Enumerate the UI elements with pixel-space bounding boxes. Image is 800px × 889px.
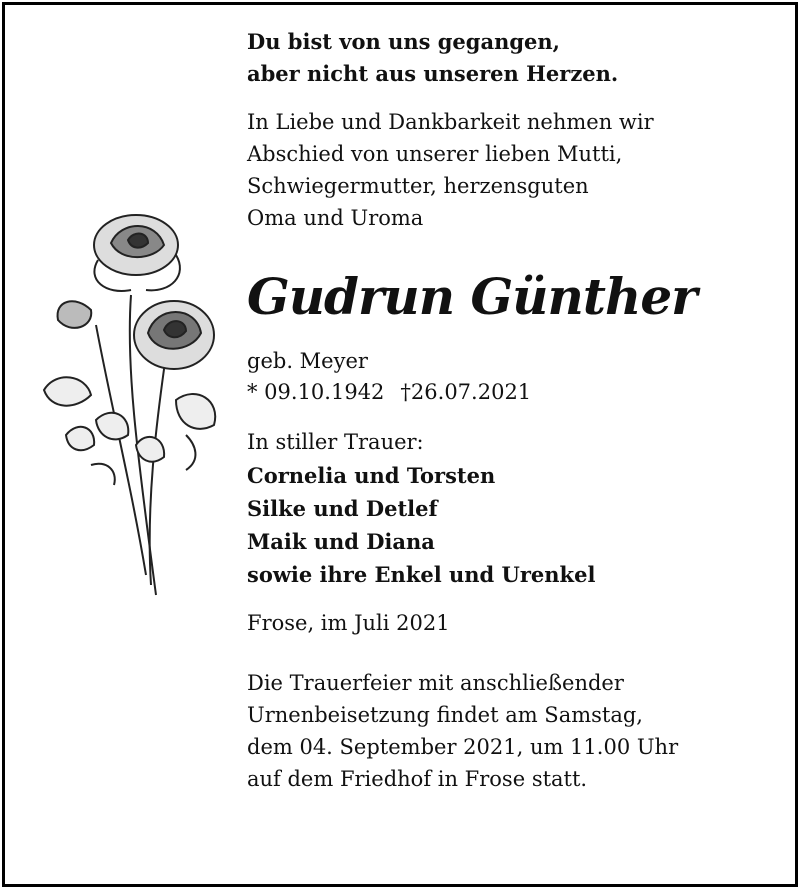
intro-text bbox=[247, 106, 767, 234]
deceased-name: Gudrun Günther bbox=[247, 267, 697, 326]
intro-line: In Liebe und Dankbarkeit nehmen wir bbox=[247, 110, 654, 134]
service-line: Urnenbeisetzung findet am Samstag, bbox=[247, 703, 643, 727]
mourners bbox=[247, 426, 767, 591]
intro-line: Schwiegermutter, herzensguten bbox=[247, 174, 589, 198]
service-line: auf dem Friedhof in Frose statt. bbox=[247, 767, 588, 791]
life-dates bbox=[247, 377, 767, 408]
maiden-name: geb. Meyer bbox=[247, 349, 368, 373]
mourners-heading: In stiller Trauer: bbox=[247, 430, 424, 454]
service-line: Die Trauerfeier mit anschließender bbox=[247, 671, 624, 695]
service-info bbox=[247, 667, 767, 795]
motto-line: Du bist von uns gegangen, bbox=[247, 29, 560, 54]
vitals bbox=[247, 346, 767, 408]
motto bbox=[247, 26, 767, 90]
mourner-name: Maik und Diana bbox=[247, 529, 435, 554]
birth-date: * 09.10.1942 bbox=[247, 380, 385, 404]
mourner-name: Cornelia und Torsten bbox=[247, 463, 496, 488]
place-date: Frose, im Juli 2021 bbox=[247, 611, 450, 635]
mourners-names bbox=[247, 459, 767, 591]
intro-line: Abschied von unserer lieben Mutti, bbox=[247, 142, 623, 166]
intro-line: Oma und Uroma bbox=[247, 206, 424, 230]
motto-line: aber nicht aus unseren Herzen. bbox=[247, 61, 619, 86]
obituary-text bbox=[247, 26, 767, 795]
mourner-name: sowie ihre Enkel und Urenkel bbox=[247, 562, 596, 587]
mourner-name: Silke und Detlef bbox=[247, 496, 438, 521]
death-date: †26.07.2021 bbox=[400, 380, 532, 404]
roses-illustration-icon bbox=[36, 205, 226, 600]
service-line: dem 04. September 2021, um 11.00 Uhr bbox=[247, 735, 679, 759]
